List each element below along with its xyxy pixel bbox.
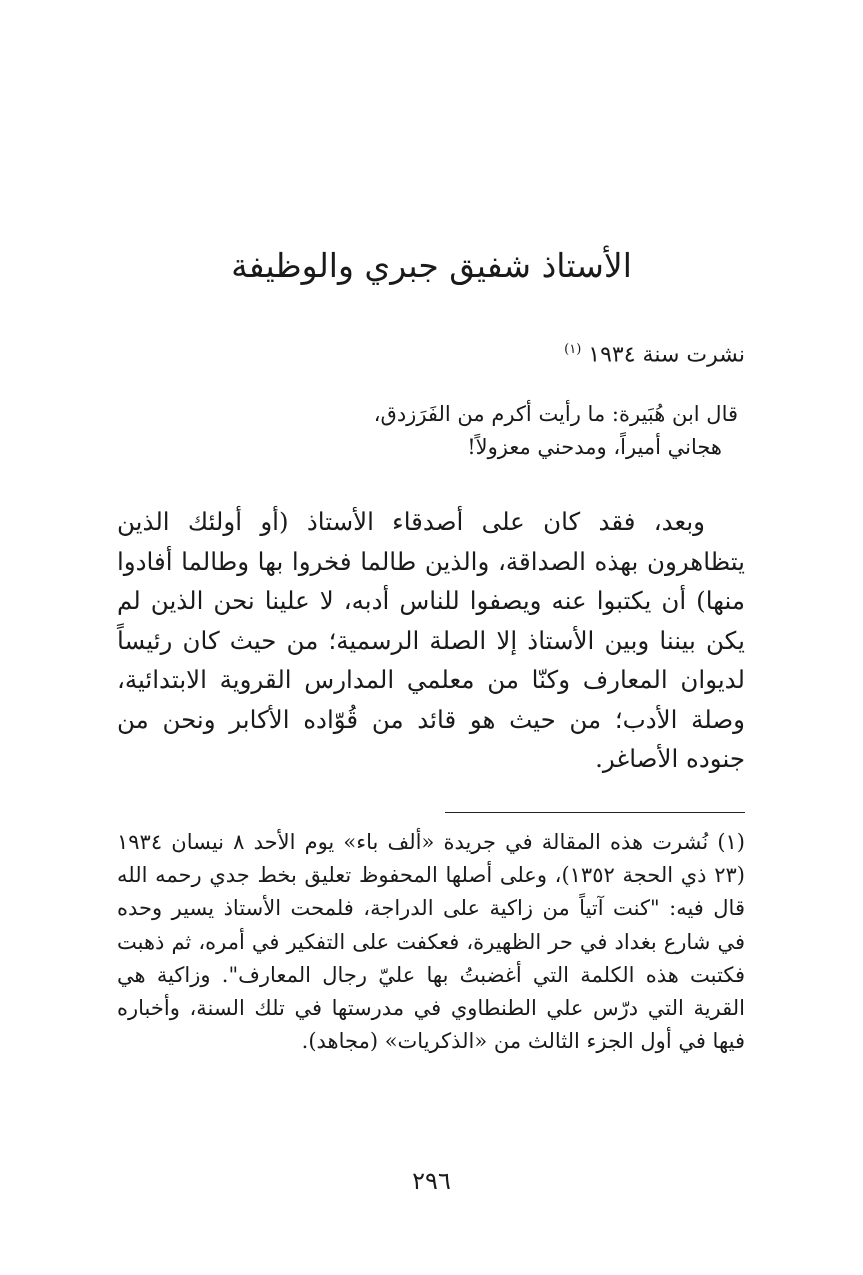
epigraph-line-1: قال ابن هُبَيرة: ما رأيت أكرم من الفَرَزدق،	[373, 402, 738, 426]
epigraph	[318, 398, 738, 464]
footnote-marker[interactable]: (١)	[564, 342, 582, 357]
footnote: (١) نُشرت هذه المقالة في جريدة «ألف باء» يوم الأحد ٨ نيسان ١٩٣٤ (٢٣ ذي الحجة ١٣٥٢)، وعلى أصلها المحفوظ تعليق بخط جدي رحمه الله قال فيه: "كنت آتياً من زاكية على الدراجة، فلمحت الأستاذ يسير وحده في شارع بغداد في حر الظهيرة، فعكفت على التفكير في أمره، ثم ذهبت فكتبت هذه الكلمة التي أغضبتُ بها عليّ رجال المعارف". وزاكية هي القرية التي درّس علي الطنطاوي في مدرستها في تلك السنة، وأخباره فيها في أول الجزء الثالث من «الذكريات» (مجاهد).	[117, 830, 745, 1054]
publication-note	[564, 332, 745, 373]
footnote-divider	[445, 812, 745, 813]
publication-note-text: نشرت سنة ١٩٣٤	[588, 342, 745, 368]
body-paragraph: وبعد، فقد كان على أصدقاء الأستاذ (أو أولئك الذين يتظاهرون بهذه الصداقة، والذين طالما فخروا بها وطالما أفادوا منها) أن يكتبوا عنه ويصفوا للناس أدبه، لا علينا نحن الذين لم يكن بيننا وبين الأستاذ إلا الصلة الرسمية؛ من حيث كان رئيساً لديوان المعارف وكنّا من معلمي المدارس القروية الابتدائية، وصلة الأدب؛ من حيث هو قائد من قُوّاده الأكابر ونحن من جنوده الأصاغر.	[117, 507, 745, 773]
epigraph-line-2: هجاني أميراً، ومدحني معزولاً!	[467, 435, 722, 459]
page-number: ٢٩٦	[412, 1167, 451, 1195]
chapter-title: الأستاذ شفيق جبري والوظيفة	[231, 246, 632, 285]
